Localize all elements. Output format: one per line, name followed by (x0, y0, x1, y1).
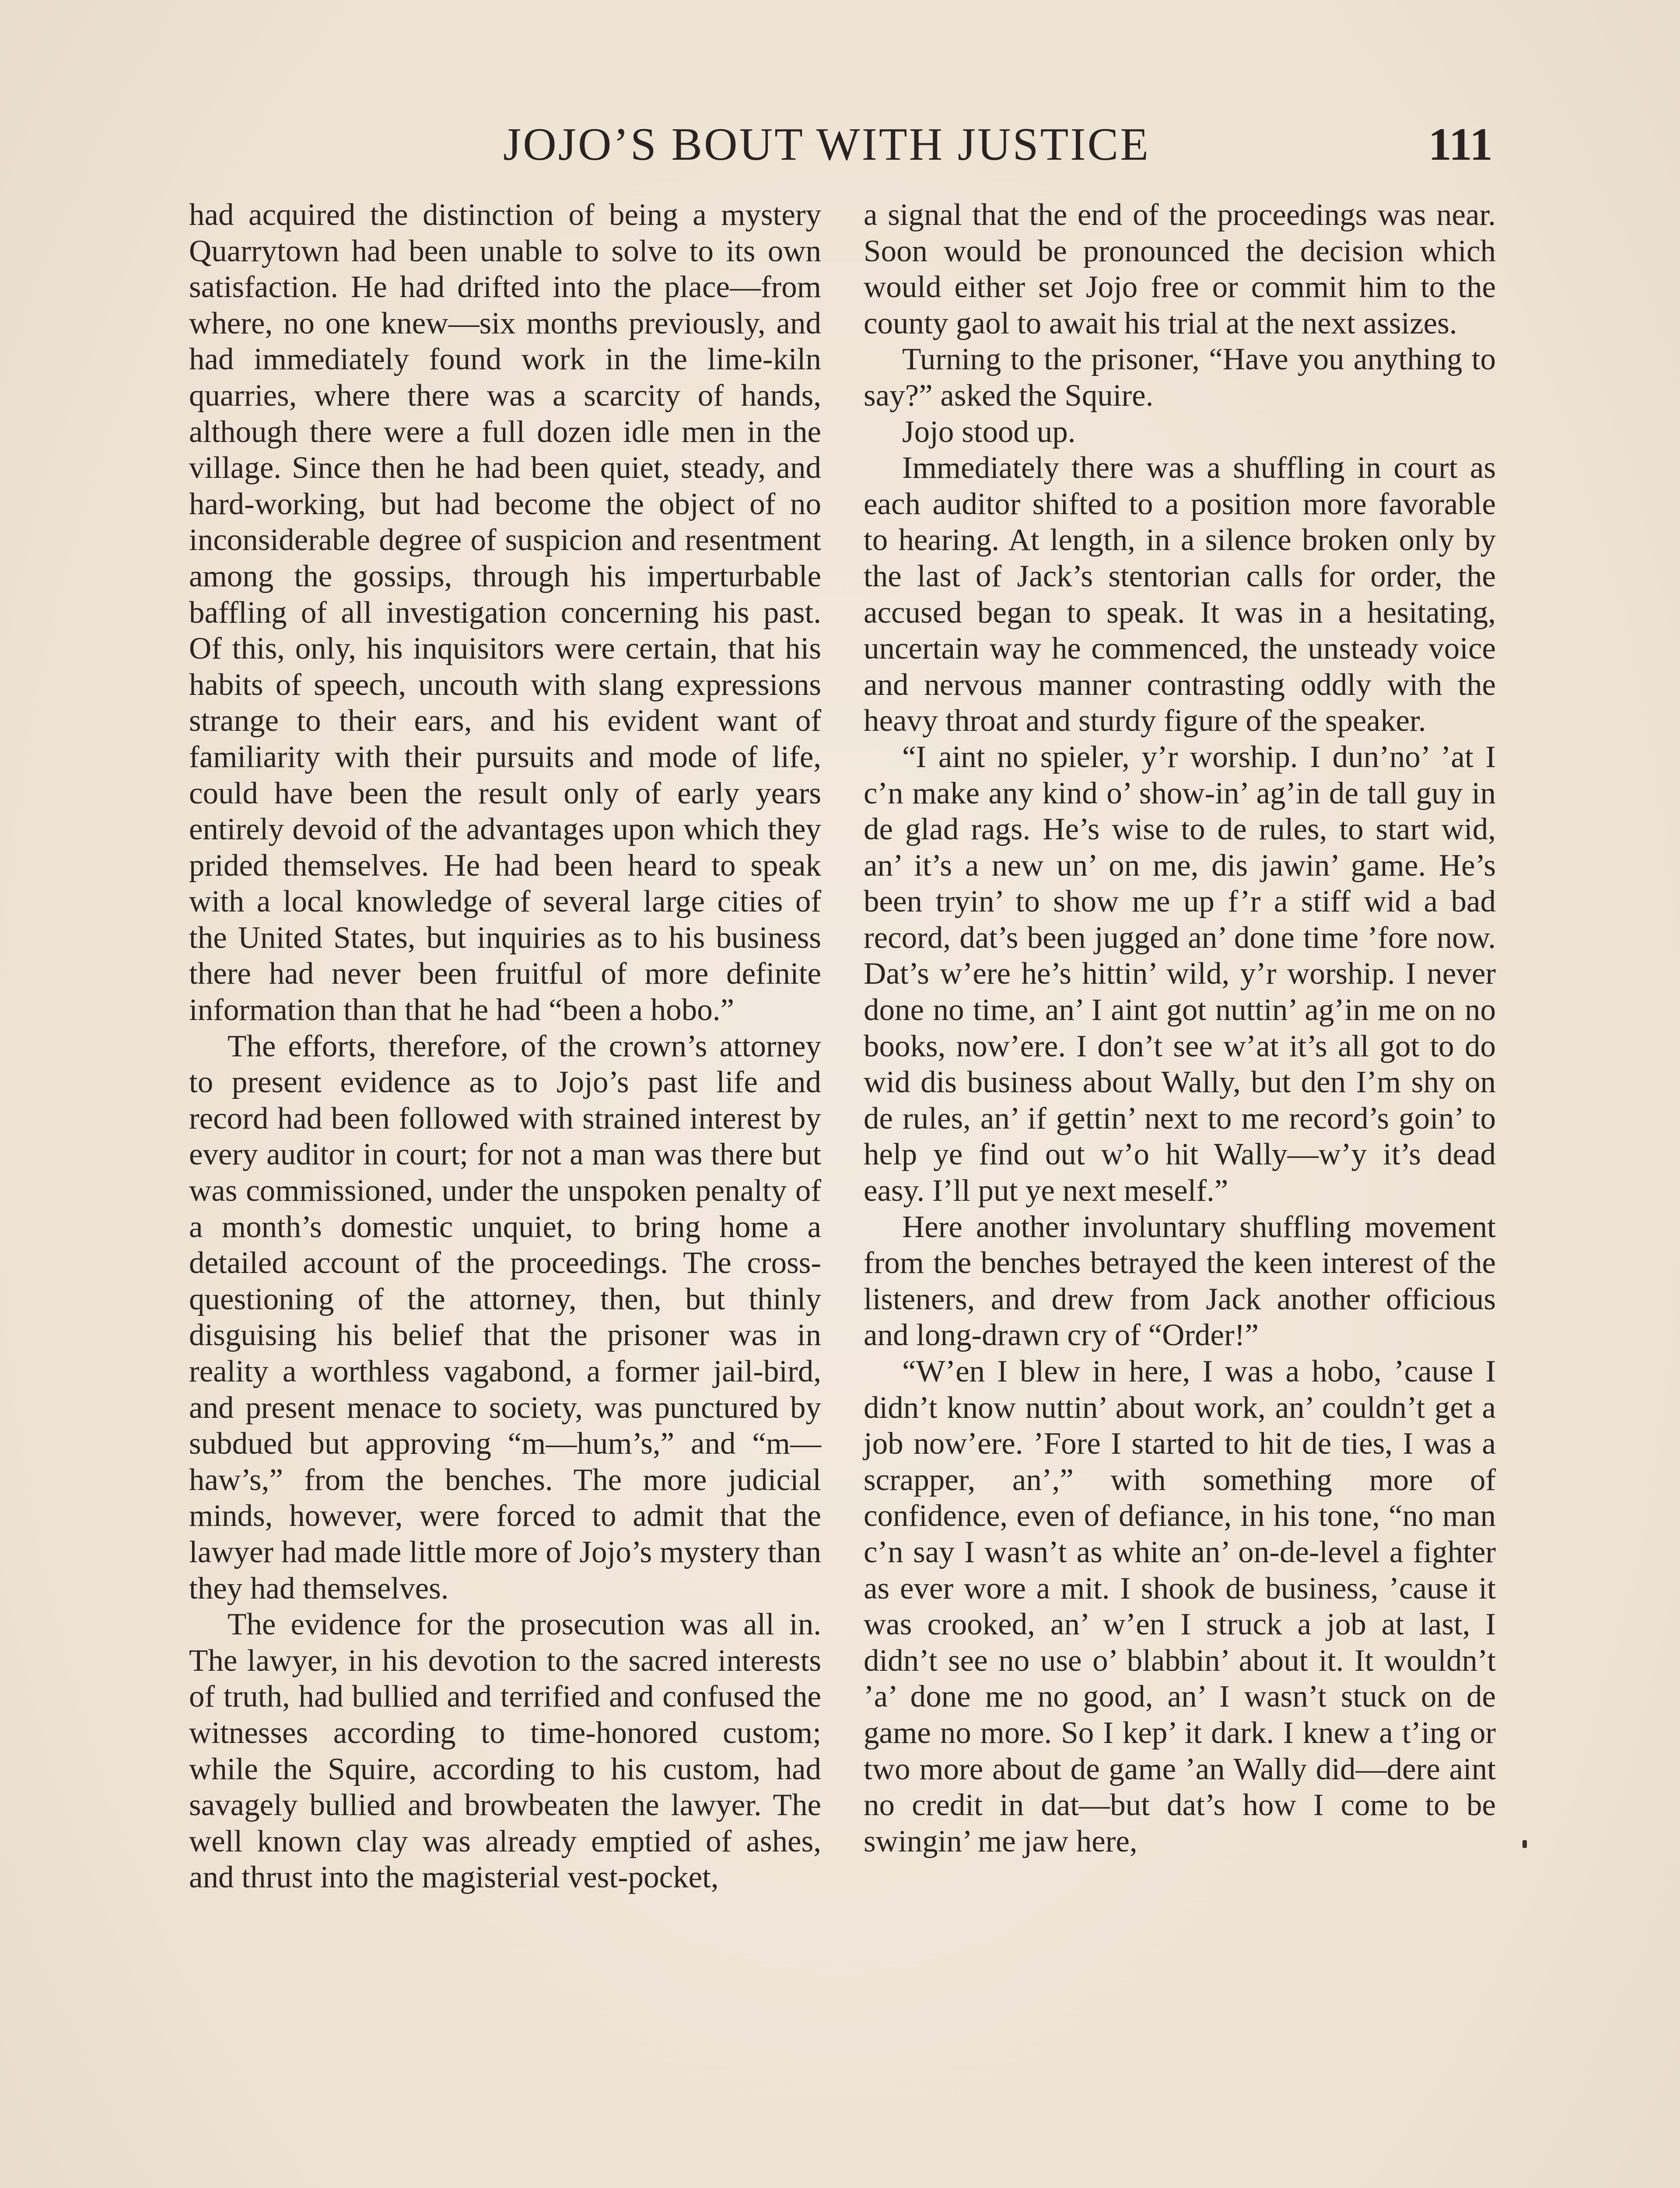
right-paragraph-6: Here another involuntary shuffling movement from the benches betrayed the keen interest of the listeners, and drew from Jack another officious and long-drawn cry of “Order!” (864, 1210, 1496, 1353)
right-paragraph-3: Jojo stood up. (902, 414, 1076, 449)
page-number: 111 (1428, 119, 1493, 170)
right-paragraph-1: a signal that the end of the proceedings was near. Soon would be pronounced the decision which would either set Jojo free or commit him to the county gaol to await his trial at the next assizes. (864, 198, 1496, 340)
left-column (189, 197, 821, 1896)
running-header: JOJO’S BOUT WITH JUSTICE (503, 119, 1150, 170)
right-paragraph-5: “I aint no spieler, y’r worship. I dun’no’ ’at I c’n make any kind o’ show-in’ ag’in de tall guy in de glad rags. He’s wise to de rules, to start wid, an’ it’s a new un’ on me, dis jawin’ game. He’s been tryin’ to show me up f’r a stiff wid a bad record, dat’s been jugged an’ done time ’fore now. Dat’s w’ere he’s hittin’ wild, y’r worship. I never done no time, an’ I aint got nuttin’ ag’in me on no books, now’ere. I don’t see w’at it’s all got to do wid dis business about Wally, but den I’m shy on de rules, an’ if gettin’ next to me record’s goin’ to help ye find out w’o hit Wally—w’y it’s dead easy. I’ll put ye next meself.” (864, 740, 1496, 1208)
left-paragraph-2: The efforts, therefore, of the crown’s attorney to present evidence as to Jojo’s past life and record had been followed with strained interest by every auditor in court; for not a man was there but was commissioned, under the unspoken penalty of a month’s domestic unquiet, to bring home a detailed account of the proceedings. The cross-questioning of the attorney, then, but thinly disguising his belief that the prisoner was in reality a worthless vagabond, a former jail-bird, and present menace to society, was punctured by subdued but approving “m—hum’s,” and “m—haw’s,” from the benches. The more judicial minds, however, were forced to admit that the lawyer had made little more of Jojo’s mystery than they had themselves. (189, 1029, 821, 1606)
right-paragraph-7: “W’en I blew in here, I was a hobo, ’cause I didn’t know nuttin’ about work, an’ couldn’t get a job now’ere. ’Fore I started to hit de ties, I was a scrapper, an’,” with something more of confidence, even of defiance, in his tone, “no man c’n say I wasn’t as white an’ on-de-level a fighter as ever wore a mit. I shook de business, ’cause it was crooked, an’ w’en I struck a job at last, I didn’t see no use o’ blabbin’ about it. It wouldn’t ’a’ done me no good, an’ I wasn’t stuck on de game no more. So I kep’ it dark. I knew a t’ing or two more about de game ’an Wally did—dere aint no credit in dat—but dat’s how I come to be swingin’ me jaw here, (864, 1354, 1496, 1858)
right-column (864, 197, 1496, 1859)
right-paragraph-4: Immediately there was a shuffling in court as each auditor shifted to a position more favorable to hearing. At length, in a silence broken only by the last of Jack’s stentorian calls for order, the accused began to speak. It was in a hesitating, uncertain way he commenced, the unsteady voice and nervous manner contrasting oddly with the heavy throat and sturdy figure of the speaker. (864, 451, 1496, 738)
ink-speck (1522, 1840, 1527, 1848)
right-paragraph-2: Turning to the prisoner, “Have you anything to say?” asked the Squire. (864, 342, 1496, 413)
left-paragraph-3: The evidence for the prosecution was all in. The lawyer, in his devotion to the sacred interests of truth, had bullied and terrified and confused the witnesses according to time-honored custom; while the Squire, according to his custom, had savagely bullied and browbeaten the lawyer. The well known clay was already emptied of ashes, and thrust into the magisterial vest-pocket, (189, 1607, 821, 1895)
left-paragraph-1: had acquired the distinction of being a mystery Quarrytown had been unable to solve to its own satisfaction. He had drifted into the place—from where, no one knew—six months previously, and had immediately found work in the lime-kiln quarries, where there was a scarcity of hands, although there were a full dozen idle men in the village. Since then he had been quiet, steady, and hard-working, but had become the object of no inconsiderable degree of suspicion and resentment among the gossips, through his imperturbable baffling of all investigation concerning his past. Of this, only, his inquisitors were certain, that his habits of speech, uncouth with slang expressions strange to their ears, and his evident want of familiarity with their pursuits and mode of life, could have been the result only of early years entirely devoid of the advantages upon which they prided themselves. He had been heard to speak with a local knowledge of several large cities of the United States, but inquiries as to his business there had never been fruitful of more definite information than that he had “been a hobo.” (189, 198, 821, 1027)
